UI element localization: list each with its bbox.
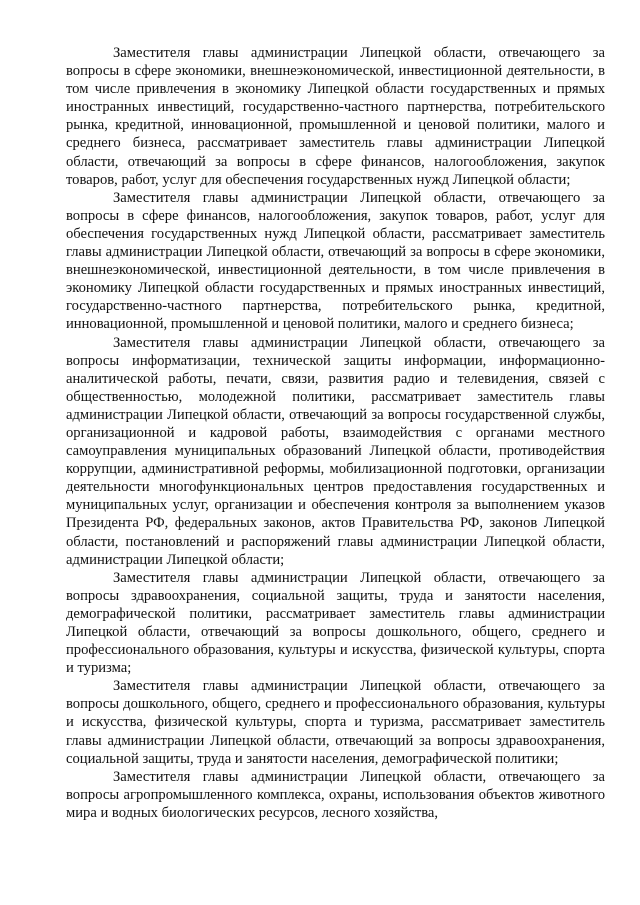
- document-page: [66, 44, 605, 822]
- paragraph-healthcare-deputy: Заместителя главы администрации Липецкой области, отвечающего за вопросы здравоохранения, социальной защиты, труда и занятости населения, демографической политики, рассматривает заместитель главы администрации Липецкой области, отвечающий за вопросы дошкольного, общего, среднего и профессионального образования, культуры и искусства, физической культуры, спорта и туризма;: [66, 569, 605, 677]
- paragraph-agro-deputy: Заместителя главы администрации Липецкой области, отвечающего за вопросы агропромышленного комплекса, охраны, использования объектов животного мира и водных биологических ресурсов, лесного хозяйства,: [66, 768, 605, 821]
- paragraph-finance-deputy: Заместителя главы администрации Липецкой области, отвечающего за вопросы в сфере финансов, налогообложения, закупок товаров, работ, услуг для обеспечения государственных нужд Липецкой области, рассматривает заместитель главы администрации Липецкой области, отвечающий за вопросы в сфере экономики, внешнеэкономической, инвестиционной деятельности, в том числе привлечения в экономику Липецкой области государственных и прямых иностранных инвестиций, государственно-частного партнерства, потребительского рынка, кредитной, инновационной, промышленной и ценовой политики, малого и среднего бизнеса;: [66, 189, 605, 333]
- paragraph-informatization-deputy: Заместителя главы администрации Липецкой области, отвечающего за вопросы информатизации, технической защиты информации, информационно-аналитической работы, печати, связи, развития радио и телевидения, связей с общественностью, молодежной политики, рассматривает заместитель главы администрации Липецкой области, отвечающий за вопросы государственной службы, организационной и кадровой работы, взаимодействия с органами местного самоуправления муниципальных образований Липецкой области, противодействия коррупции, административной реформы, мобилизационной подготовки, организации деятельности многофункциональных центров предоставления государственных и муниципальных услуг, организации и обеспечения контроля за выполнением указов Президента РФ, федеральных законов, актов Правительства РФ, законов Липецкой области, постановлений и распоряжений главы администрации Липецкой области, администрации Липецкой области;: [66, 334, 605, 568]
- paragraph-education-deputy: Заместителя главы администрации Липецкой области, отвечающего за вопросы дошкольного, общего, среднего и профессионального образования, культуры и искусства, физической культуры, спорта и туризма, рассматривает заместитель главы администрации Липецкой области, отвечающий за вопросы здравоохранения, социальной защиты, труда и занятости населения, демографической политики;: [66, 678, 605, 767]
- paragraph-economy-deputy: Заместителя главы администрации Липецкой области, отвечающего за вопросы в сфере экономики, внешнеэкономической, инвестиционной деятельности, в том числе привлечения в экономику Липецкой области государственных и прямых иностранных инвестиций, государственно-частного партнерства, потребительского рынка, кредитной, инновационной, промышленной и ценовой политики, малого и среднего бизнеса, рассматривает заместитель главы администрации Липецкой области, отвечающий за вопросы в сфере финансов, налогообложения, закупок товаров, работ, услуг для обеспечения государственных нужд Липецкой области;: [66, 45, 605, 188]
